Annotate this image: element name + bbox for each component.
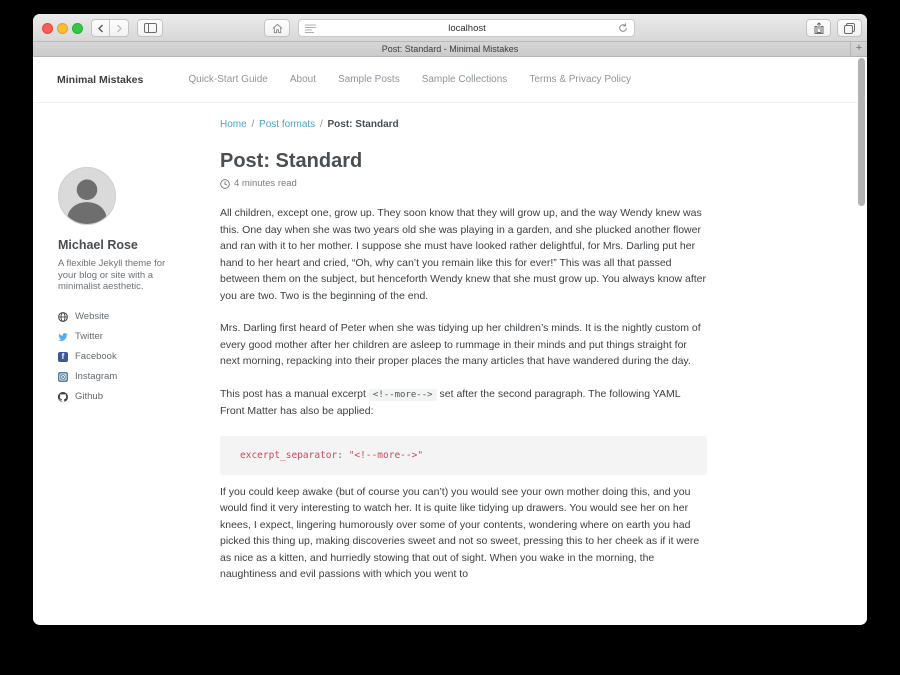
scrollbar-thumb[interactable] xyxy=(858,58,865,206)
author-link-facebook[interactable]: Facebook xyxy=(75,351,117,362)
post-meta xyxy=(220,178,707,189)
paragraph: All children, except one, grow up. They soon know that they will grow up, and the way Wendy knew was this. One day when she was two years old she was playing in a garden, and she plucked another flower and ran with it to her mother. I suppose she must have looked rather delightful, for Mrs. Darling put her hand to her heart and cried, “Oh, why can’t you remain like this for ever!” This was all that passed between them on the subject, but henceforth Wendy knew that she must grow up. You always know after you are two. Two is the beginning of the end. xyxy=(220,207,707,302)
fullscreen-window-button[interactable] xyxy=(72,23,83,34)
sidebar-panel-icon xyxy=(144,23,157,33)
author-link-instagram[interactable]: Instagram xyxy=(75,371,118,382)
author-bio: A flexible Jekyll theme for your blog or site with a minimalist aesthetic. xyxy=(58,258,166,292)
close-window-button[interactable] xyxy=(42,23,53,34)
refresh-icon[interactable] xyxy=(618,23,628,33)
nav-item-sample-posts[interactable]: Sample Posts xyxy=(338,74,400,85)
clock-icon xyxy=(220,179,230,189)
author-link-github[interactable]: Github xyxy=(75,391,103,402)
tab-bar xyxy=(33,42,867,57)
code-value: "<!--more-->" xyxy=(348,449,424,461)
reader-icon[interactable] xyxy=(305,24,316,33)
instagram-icon xyxy=(58,372,68,382)
breadcrumb-separator: / xyxy=(319,119,323,130)
chevron-right-icon xyxy=(116,24,123,33)
list-item xyxy=(58,312,208,322)
home-button[interactable] xyxy=(264,19,290,37)
nav-item-terms-privacy[interactable]: Terms & Privacy Policy xyxy=(529,74,631,85)
code-key: excerpt_separator xyxy=(240,449,338,461)
avatar xyxy=(58,167,116,225)
active-tab[interactable] xyxy=(33,42,867,56)
author-link-website[interactable]: Website xyxy=(75,311,110,322)
facebook-icon xyxy=(58,352,68,362)
breadcrumb xyxy=(220,119,707,130)
history-navigation xyxy=(91,19,129,37)
github-icon xyxy=(58,392,68,402)
list-item xyxy=(58,392,208,402)
home-icon xyxy=(272,23,283,34)
code-block xyxy=(220,436,707,475)
author-sidebar xyxy=(58,167,208,412)
page-content xyxy=(33,57,867,624)
share-button[interactable] xyxy=(806,19,831,37)
globe-icon xyxy=(58,312,68,322)
forward-button[interactable] xyxy=(110,19,129,37)
paragraph: If you could keep awake (but of course you can’t) you would see your own mother doing this, and you would find it very interesting to watch her. It is quite like tidying up drawers. You would see her on her knees, I expect, lingering humorously over some of your contents, wondering where on earth you had picked this thing up, making discoveries sweet and not so sweet, pressing this to her cheek as if it were as nice as a kitten, and hurriedly stowing that out of sight. When you wake in the morning, the naughtiness and evil passions with which you went to xyxy=(220,485,700,580)
code-separator: : xyxy=(337,449,349,461)
paragraph-text: This post has a manual excerpt xyxy=(220,387,366,400)
tab-title: Post: Standard - Minimal Mistakes xyxy=(381,44,519,54)
read-time: 4 minutes read xyxy=(234,178,297,189)
nav-item-quick-start-guide[interactable]: Quick-Start Guide xyxy=(188,74,268,85)
sidebar-toggle-button[interactable] xyxy=(137,19,163,37)
masthead xyxy=(33,57,867,103)
share-icon xyxy=(814,22,824,34)
author-name: Michael Rose xyxy=(58,238,138,252)
browser-toolbar xyxy=(33,14,867,42)
list-item xyxy=(58,332,208,342)
post-title: Post: Standard xyxy=(220,150,363,172)
author-links xyxy=(58,312,208,402)
author-link-twitter[interactable]: Twitter xyxy=(75,331,103,342)
url-text: localhost xyxy=(448,22,486,34)
nav-item-about[interactable]: About xyxy=(289,74,316,85)
chevron-left-icon xyxy=(97,24,104,33)
breadcrumb-section-link[interactable]: Post formats xyxy=(259,119,316,130)
list-item xyxy=(58,352,208,362)
paragraph xyxy=(220,386,707,420)
paragraph-text: set after the second paragraph. The following YAML Front Matter has also be applied: xyxy=(220,387,681,417)
safari-window xyxy=(33,14,867,625)
back-button[interactable] xyxy=(91,19,110,37)
breadcrumb-current: Post: Standard xyxy=(327,119,399,130)
inline-code: <!--more--> xyxy=(369,389,437,401)
article xyxy=(220,119,707,599)
breadcrumb-separator: / xyxy=(251,119,255,130)
minimize-window-button[interactable] xyxy=(57,23,68,34)
site-title-link[interactable]: Minimal Mistakes xyxy=(57,73,144,86)
twitter-icon xyxy=(58,332,68,342)
tab-overview-button[interactable] xyxy=(837,19,862,37)
address-bar[interactable] xyxy=(298,19,635,37)
breadcrumb-home-link[interactable]: Home xyxy=(220,119,247,130)
new-tab-button[interactable]: + xyxy=(850,42,867,56)
tabs-icon xyxy=(844,23,855,34)
nav-item-sample-collections[interactable]: Sample Collections xyxy=(421,74,508,85)
person-silhouette-icon xyxy=(59,168,115,224)
masthead-nav xyxy=(188,74,631,85)
list-item xyxy=(58,372,208,382)
paragraph: Mrs. Darling first heard of Peter when she was tidying up her children’s minds. It is the nightly custom of every good mother after her children are asleep to rummage in their minds and put things straight for next morning, repacking into their proper places the many articles that have wandered during the day. xyxy=(220,322,701,367)
